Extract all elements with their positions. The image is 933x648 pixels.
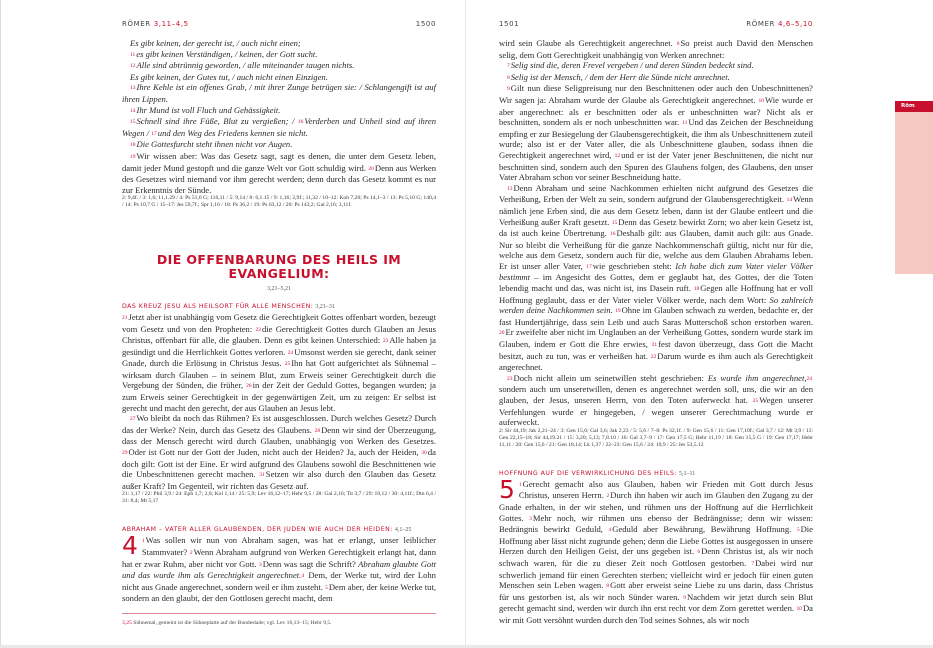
- poem-line: Es gibt keinen, der gerecht ist, / auch nicht einen;: [130, 38, 301, 48]
- chapter-number: 4: [122, 531, 138, 561]
- paragraph: 19Wir wissen aber: Was das Gesetz sagt, sagt es denen, die unter dem Gesetz leben, damit jeder Mund gestopft und die ganze Welt vor Gott schuldig wird. 20Denn aus Werken des Gesetzes wird niemand vor ihm gerecht werden; denn durch das Gesetz kommt es nur zur Erkenntnis der Sünde.: [122, 150, 437, 195]
- running-head-right: [499, 20, 813, 32]
- footnote: 3,25 Sühnemal, gemeint ist die Sühneplatte auf der Bundeslade; vgl. Lev 16,13–15; Hebr 9,5.: [122, 619, 332, 626]
- left-page: [122, 0, 436, 645]
- cross-references: 2: Sir 44,19; Jak 2,21–24 / 3: Gen 15,6; Gal 3,6; Jak 2,23 / 5: 5,6 / 7–8: Ps 32,1f. / 9: Gen 15,6 / 11: Gen 17,10f.; Gal 3,7 / 12: Mt 3,9 / 13: Gen 22,15–18; Sir 44,19.21 / 15: 3,20; 5,13; 7,8.10 / 16: Gal 3,7–9 / 17: Gen 17,5 G; Hebr 11,19 / 18: Gen 15,5 G / 19: Gen 17,17; Hebr 11,11 / 20: Gen 15,6 / 21: Gen 18,14; Lk 1,37 / 22–23: Gen 15,6 / 24: 10,9 / 25: Jes 53,5.12: [499, 427, 813, 448]
- thumb-index-band: [895, 112, 933, 274]
- paragraph: 21Jetzt aber ist unabhängig vom Gesetz die Gerechtigkeit Gottes offenbart worden, bezeugt vom Gesetz und von den Propheten: 22die Gerechtigkeit Gottes durch Glauben an Jesus Christus, offenbart für alle, die glauben. Denn es gibt keinen Unterschied: 23Alle haben ja gesündigt und die Herrlichkeit Gottes verloren. 24Umsonst werden sie gerecht, dank seiner Gnade, durch die Erlösung in Christus Jesus. 25Ihn hat Gott aufgerichtet als Sühnemal – wirksam durch Glauben – in seinem Blut, zum Erweis seiner Gerechtigkeit durch die Vergebung der Sünden, die früher, 26in der Zeit der Geduld Gottes, begangen wurden; ja zum Erweis seiner Gerechtigkeit in der gegenwärtigen Zeit, um zu zeigen: Er selbst ist gerecht und macht den gerecht, der aus Glauben an Jesus lebt.: [122, 311, 436, 413]
- running-head-range: 3,11–4,5: [153, 20, 189, 28]
- page-number: 1501: [499, 20, 520, 28]
- poem-line: 14Ihr Mund ist voll Fluch und Gehässigkeit.: [130, 104, 281, 115]
- left-body: [122, 38, 436, 629]
- paragraph: wird sein Glaube als Gerechtigkeit angerechnet. 6So preist auch David den Menschen selig, dem Gott Gerechtigkeit unabhängig von Werken anrechnet:: [499, 38, 813, 60]
- poem-line: 18Die Gottesfurcht steht ihnen nicht vor Augen.: [130, 139, 293, 150]
- poem-line: 8Selig ist der Mensch, / dem der Herr die Sünde nicht anrechnet.: [507, 71, 730, 82]
- paragraph: 5 1Gerecht gemacht also aus Glauben, haben wir Frieden mit Gott durch Jesus Christus, unseren Herrn. 2Durch ihn haben wir auch im Glauben den Zugang zu der Gnade erhalten, in der wir stehen, und rühmen uns der Hoffnung auf die Herrlichkeit Gottes. 3Mehr noch, wir rühmen uns ebenso der Bedrängnisse; denn wir wissen: Bedrängnis bewirkt Geduld, 4Geduld aber Bewährung, Bewährung Hoffnung. 5Die Hoffnung aber lässt nicht zugrunde gehen; denn die Liebe Gottes ist ausgegossen in unsere Herzen durch den Heiligen Geist, der uns gegeben ist. 6Denn Christus ist, als wir noch schwach waren, für die zu dieser Zeit noch Gottlosen gestorben. 7Dabei wird nur schwerlich jemand für einen Gerechten sterben; vielleicht wird er jedoch für einen guten Menschen sein Leben wagen. 8Gott aber erweist seine Liebe zu uns darin, dass Christus für uns gestorben ist, als wir noch Sünder waren. 9Nachdem wir jetzt durch sein Blut gerecht gemacht sind, werden wir durch ihn erst recht vor dem Zorn gerettet werden. 10Da wir mit Gott versöhnt wurden durch den Tod seines Sohnes, als wir noch: [499, 474, 813, 625]
- section-heading: DAS KREUZ JESU ALS HEILSORT FÜR ALLE MENSCHEN: 3,21–31: [122, 302, 335, 310]
- section-heading: HOFFNUNG AUF DIE VERWIRKLICHUNG DES HEILS: 5,1–11: [499, 469, 696, 477]
- section-heading: ABRAHAM – VATER ALLER GLAUBENDEN, DER JUDEN WIE AUCH DER HEIDEN: 4,1–25: [122, 526, 412, 534]
- main-heading: DIE OFFENBARUNG DES HEILS IM EVANGELIUM:: [156, 252, 402, 282]
- poem-line: 12Alle sind abtrünnig geworden, / alle miteinander taugen nichts.: [130, 60, 355, 71]
- poem-line: Es gibt keinen, der Gutes tut, / auch nicht einen Einzigen.: [130, 71, 328, 82]
- verse-number: 14: [130, 107, 136, 114]
- running-head-left: [122, 20, 436, 32]
- right-body: [499, 38, 813, 626]
- verse-number: 12: [130, 63, 136, 70]
- paragraph: 23Doch nicht allein um seinetwillen steht geschrieben: Es wurde ihm angerechnet,24 sondern auch um unseretwillen, denen es angerechnet werden soll, uns, die wir an den glauben, der Jesus, unseren Herrn, von den Toten auferweckt hat. 25Wegen unserer Verfehlungen wurde er hingegeben, / wegen unserer Gerechtmachung wurde er auferweckt.: [499, 372, 813, 428]
- page-number: 1500: [415, 20, 436, 28]
- main-heading-range: 3,21–5,21: [267, 286, 291, 293]
- thumb-index-tab[interactable]: Röm: [895, 101, 933, 112]
- running-head-range: 4,6–5,10: [777, 20, 813, 28]
- chapter-number: 5: [499, 474, 515, 504]
- poem-line: 13Ihre Kehle ist ein offenes Grab, / mit ihrer Zunge betrügen sie: / Schlangengift ist auf ihren Lippen.: [122, 82, 436, 104]
- right-page: [499, 0, 813, 645]
- page-edge: [0, 0, 1, 645]
- gutter: [465, 0, 466, 645]
- running-head-book: RÖMER: [122, 20, 151, 28]
- paragraph: 27Wo bleibt da noch das Rühmen? Es ist ausgeschlossen. Durch welches Gesetz? Durch das der Werke? Nein, durch das Gesetz des Glaubens. 28Denn wir sind der Überzeugung, dass der Mensch gerecht wird durch Glauben, unabhängig von Werken des Gesetzes. 29Oder ist Gott nur der Gott der Juden, nicht auch der Heiden? Ja, auch der Heiden, 30da doch gilt: Gott ist der Eine. Er wird aufgrund des Glaubens sowohl die Beschnittenen wie die Unbeschnittenen gerecht machen. 31Setzen wir also durch den Glauben das Gesetz außer Kraft? Im Gegenteil, wir richten das Gesetz auf.: [122, 413, 437, 491]
- paragraph: 4 1Was sollen wir nun von Abraham sagen, was hat er erlangt, unser leiblicher Stammvater? 2Wenn Abraham aufgrund von Werken Gerechtigkeit erlangt hat, dann hat er zwar Ruhm, aber nicht vor Gott. 3Denn was sagt die Schrift? Abraham glaubte Gott und das wurde ihm als Gerechtigkeit angerechnet.4 Dem, der Werke tut, wird der Lohn nicht aus Gnade angerechnet, sondern weil er ihm zusteht. 5Dem aber, der keine Werke tut, sondern an den glaubt, der den Gottlosen gerecht macht, dem: [122, 531, 436, 604]
- cross-references: 21: 1,17 / 22: Phil 3,9 / 24: Eph 1,7; 2,8; Kol 1,14 / 25: 5,9; Lev 16,12–17; Hebr 9,5 / 28: Gal 2,16; Tit 3,7 / 29: 10,12 / 30: 4,11f.; Dtn 6,4 / 31: 8,4; Mt 5,17: [122, 491, 436, 505]
- verse-number: 15: [130, 119, 136, 126]
- verse-number: 13: [130, 85, 136, 92]
- verse-number: 11: [130, 51, 136, 58]
- running-head-book: RÖMER: [746, 20, 775, 28]
- poem-line: 7Selig sind die, deren Frevel vergeben / und deren Sünden bedeckt sind.: [507, 60, 754, 71]
- paragraph: 13Denn Abraham und seine Nachkommen erhielten nicht aufgrund des Gesetzes die Verheißung, Erben der Welt zu sein, sondern aufgrund der Glaubensgerechtigkeit. 14Wenn nämlich jene Erben sind, die aus dem Gesetz leben, dann ist der Glaube entleert und die Verheißung außer Kraft gesetzt. 15Denn das Gesetz bewirkt Zorn; wo aber kein Gesetz ist, da ist auch keine Übertretung. 16Deshalb gilt: aus Glauben, damit auch gilt: aus Gnade. Nur so bleibt die Verheißung für die ganze Nachkommenschaft gültig, nicht nur für die, welche aus dem Gesetz, sondern auch für die, welche aus dem Glauben Abrahams leben. Er ist unser aller Vater, 17wie geschrieben steht: Ich habe dich zum Vater vieler Völker bestimmt – im Angesicht des Gottes, dem er geglaubt hat, des Gottes, der die Toten lebendig macht und das, was nicht ist, ins Dasein ruft. 18Gegen alle Hoffnung hat er voll Hoffnung geglaubt, dass er der Vater vieler Völker werde, nach dem Wort: So zahlreich werden deine Nachkommen sein. 19Ohne im Glauben schwach zu werden, bedachte er, der fast Hundertjährige, dass sein Leib und auch Saras Mutterschoß schon erstorben waren. 20Er zweifelte aber nicht im Unglauben an der Verheißung Gottes, sondern wurde stark im Glauben, indem er Gott die Ehre erwies, 21fest davon überzeugt, dass Gott die Macht besitzt, auch zu tun, was er verheißen hat. 22Darum wurde es ihm auch als Gerechtigkeit angerechnet.: [499, 182, 813, 373]
- poem-line: 11es gibt keinen Verständigen, / keinen, der Gott sucht.: [130, 48, 318, 59]
- verse-number: 18: [130, 142, 136, 149]
- footnote-divider: [122, 613, 436, 614]
- poem-line: 15Schnell sind ihre Füße, Blut zu vergießen; / 16Verderben und Unheil sind auf ihren Wegen / 17und den Weg des Friedens kennen sie nicht.: [122, 116, 436, 138]
- cross-references: 2: 9,4f. / 3: 1,6; 11,1.29 / 4: Ps 51,6 G; 116,11 / 5: 9,14 / 8: 6,1.15 / 9: 1,16; 2,9f.; 11,32 / 10–12: Koh 7,20; Ps 14,1–3 / 13: Ps 5,10 G; 140,4 / 14: Ps 10,7 G / 15–17: Jes 59,7f.; Spr 1,16 / 18: Ps 36,2 / 19: Ps 63,12 / 20: Ps 143,2; Gal 2,16; 3,11f.: [122, 195, 436, 209]
- paragraph: 9Gilt nun diese Seligpreisung nur den Beschnittenen oder auch den Unbeschnittenen? Wir sagen ja: Abraham wurde der Glaube als Gerechtigkeit angerechnet. 10Wie wurde er aber angerechnet: als er beschnitten oder als er unbeschnitten war? Nicht als er beschnitten, sondern als er noch unbeschnitten war. 11Und das Zeichen der Beschneidung empfing er zur Besiegelung der Glaubensgerechtigkeit, die ihm als Unbeschnittenem zuteil wurde; also ist er der Vater aller, die als Unbeschnittene glauben, sodass ihnen die Gerechtigkeit angerechnet wird, 12und er ist der Vater jener Beschnittenen, die nicht nur beschnitten sind, sondern auch den Spuren des Glaubens folgen, des Glaubens, den unser Vater Abraham schon vor seiner Beschneidung hatte.: [499, 83, 814, 183]
